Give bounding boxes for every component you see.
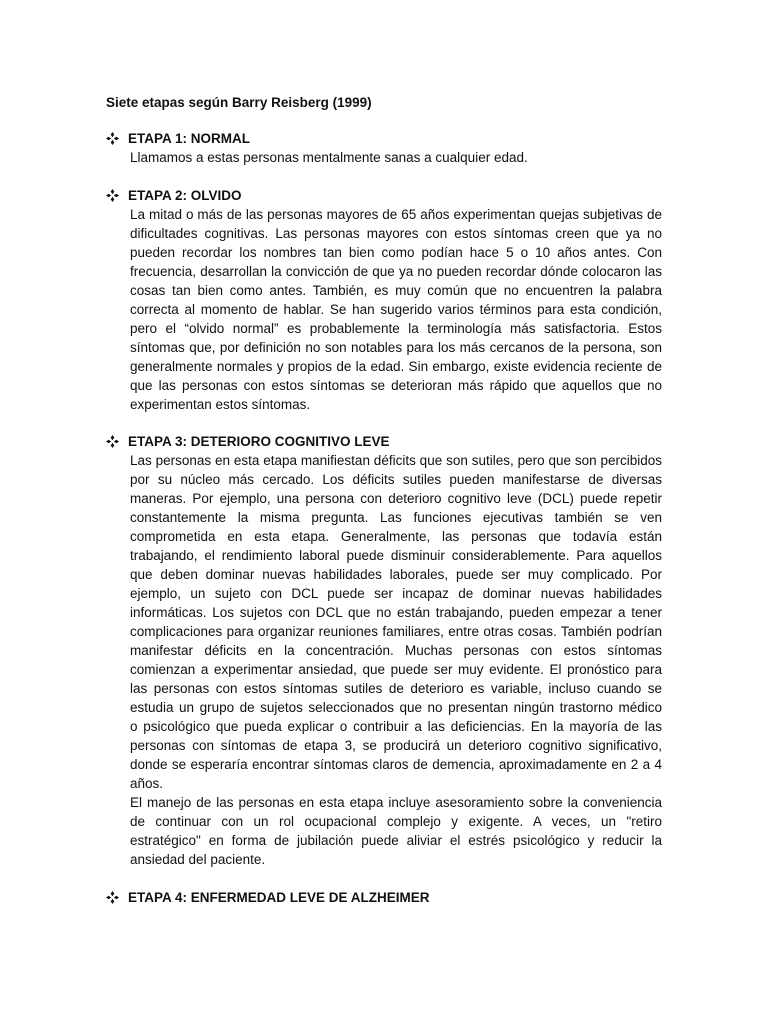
four-diamond-bullet-icon: [106, 435, 119, 448]
stage-3-text-line: comprometida en esta etapa. Generalmente, las personas que todavía están: [130, 529, 662, 544]
stage-2-text-line: frecuencia, desarrollan la convicción de que ya no pueden recordar dónde colocaron las: [130, 264, 662, 279]
stage-1-heading-text: ETAPA 1: NORMAL: [128, 131, 250, 146]
stage-3-heading: [106, 432, 390, 451]
stage-3-text-line: comienzan a experimentar ansiedad, que puede ser muy evidente. El pronóstico para: [130, 662, 662, 677]
stage-3-text-line: o psicológico que pueda explicar o contribuir a las deficiencias. En la mayoría de las: [130, 719, 662, 734]
stage-1-text-line: Llamamos a estas personas mentalmente sanas a cualquier edad.: [130, 150, 528, 165]
stage-3-text-line: años.: [130, 776, 164, 791]
stage-3-text-line: Las personas en esta etapa manifiestan déficits que son sutiles, pero que son percibidos: [130, 453, 662, 468]
stage-3-text-line: que deben dominar nuevas habilidades laborales, puede ser muy complicado. Por: [130, 567, 662, 582]
stage-3-text-line: manifestar déficits en la concentración. Muchas personas con estos síntomas: [130, 643, 662, 658]
stage-3-text-line: maneras. Por ejemplo, una persona con deterioro cognitivo leve (DCL) puede repetir: [130, 491, 662, 506]
stage-2-heading-text: ETAPA 2: OLVIDO: [128, 188, 242, 203]
stage-2-text-line: síntomas que, por definición no son notables para los más cercanos de la persona, son: [130, 340, 662, 355]
stage-2-text-line: experimentan estos síntomas.: [130, 397, 311, 412]
stage-4-heading: [106, 888, 430, 907]
stage-3-text-line: constantemente la misma pregunta. Las funciones ejecutivas también se ven: [130, 510, 662, 525]
stage-3-text-line: estratégico" en forma de jubilación puede aliviar el estrés psicológico y reducir la: [130, 833, 662, 848]
stage-3-text-line: trabajando, el rendimiento laboral puede disminuir considerablemente. Para aquellos: [130, 548, 662, 563]
stage-3-text-line: las personas con estos síntomas sutiles de deterioro es variable, incluso cuando se: [130, 681, 662, 696]
stage-2-text-line: La mitad o más de las personas mayores de 65 años experimentan quejas subjetivas de: [130, 207, 662, 222]
four-diamond-bullet-icon: [106, 891, 119, 904]
stage-3-text-line: ansiedad del paciente.: [130, 852, 266, 867]
stage-2-text-line: cosas tan bien como antes. También, es muy común que no encuentren la palabra: [130, 283, 662, 298]
stage-3-text-line: personas con síntomas de etapa 3, se producirá un deterioro cognitivo significativo,: [130, 738, 662, 753]
stage-3-text-line: El manejo de las personas en esta etapa incluye asesoramiento sobre la conveniencia: [130, 795, 662, 810]
stage-3-heading-text: ETAPA 3: DETERIORO COGNITIVO LEVE: [128, 434, 390, 449]
stage-2-text-line: pero el “olvido normal” es probablemente la terminología más satisfactoria. Estos: [130, 321, 662, 336]
stage-3-text-line: estudia un grupo de sujetos seleccionados que no presentan ningún trastorno médico: [130, 700, 662, 715]
stage-1-heading: [106, 129, 250, 148]
stage-3-text-line: informáticas. Los sujetos con DCL que no están trabajando, pueden empezar a tener: [130, 605, 662, 620]
stage-3-text-line: complicaciones para organizar reuniones familiares, entre otras cosas. También podrían: [130, 624, 662, 639]
stage-2-text-line: correcta al momento de hablar. Se han sugerido varios términos para esta condición,: [130, 302, 662, 317]
stage-2-text-line: que las personas con estos síntomas se deterioran más rápido que aquellos que no: [130, 378, 662, 393]
stage-2-heading: [106, 186, 242, 205]
stage-3-text-line: de continuar con un rol ocupacional complejo y exigente. A veces, un "retiro: [130, 814, 662, 829]
document-title: Siete etapas según Barry Reisberg (1999): [106, 95, 372, 110]
stage-2-text-line: dificultades cognitivas. Las personas mayores con estos síntomas creen que ya no: [130, 226, 662, 241]
four-diamond-bullet-icon: [106, 132, 119, 145]
four-diamond-bullet-icon: [106, 189, 119, 202]
stage-3-text-line: por su núcleo más cercado. Los déficits sutiles pueden manifestarse de diversas: [130, 472, 662, 487]
stage-2-text-line: pueden recordar los nombres tan bien como podían hace 5 o 10 años antes. Con: [130, 245, 662, 260]
stage-3-text-line: donde se esperaría encontrar síntomas claros de demencia, aproximadamente en 2 a 4: [130, 757, 662, 772]
stage-2-text-line: generalmente normales y propios de la edad. Sin embargo, existe evidencia reciente de: [130, 359, 662, 374]
stage-4-heading-text: ETAPA 4: ENFERMEDAD LEVE DE ALZHEIMER: [128, 890, 430, 905]
stage-3-text-line: ejemplo, un sujeto con DCL puede ser incapaz de dominar nuevas habilidades: [130, 586, 662, 601]
